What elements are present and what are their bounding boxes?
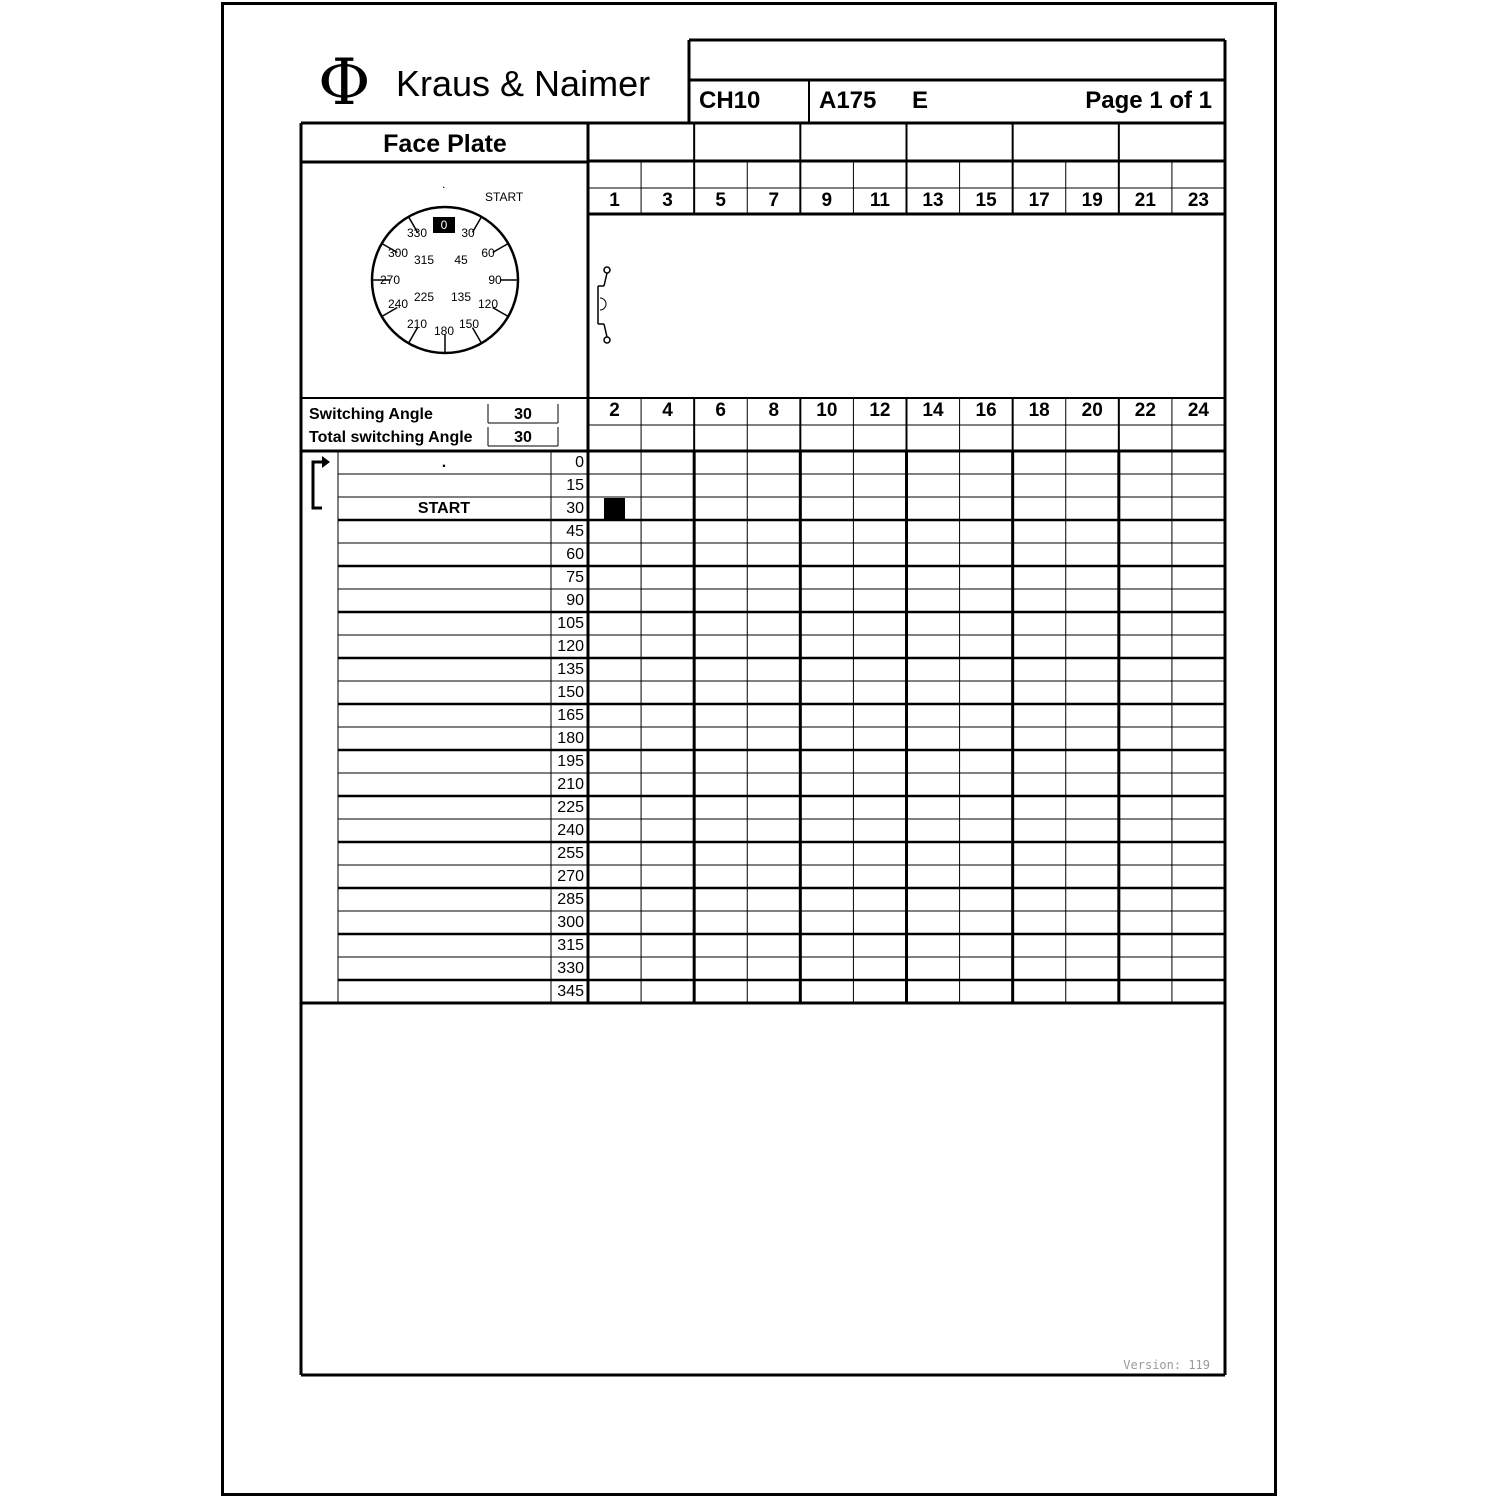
position-angle: 240 [557, 822, 584, 839]
logo-phi-icon: Φ [318, 46, 371, 120]
dial-angle-label: 330 [406, 226, 428, 240]
terminal-bottom-4: 4 [662, 400, 673, 421]
part-code: A175 [819, 87, 877, 114]
terminal-top-23: 23 [1187, 190, 1209, 211]
face-plate-title: Face Plate [383, 130, 507, 158]
position-angle: 210 [557, 776, 584, 793]
position-angle: 75 [566, 569, 584, 586]
position-angle: 30 [566, 500, 584, 517]
position-angle: 255 [557, 845, 584, 862]
position-angle: 60 [566, 546, 584, 563]
position-angle: 180 [557, 730, 584, 747]
dial-angle-label: 180 [433, 324, 455, 338]
dial-angle-label: 210 [406, 317, 428, 331]
dial-angle-label: 300 [387, 246, 409, 260]
position-label: START [417, 500, 471, 517]
terminal-bottom-14: 14 [922, 400, 944, 421]
position-angle: 285 [557, 891, 584, 908]
total-switching-angle-label: Total switching Angle [309, 429, 473, 446]
dial-angle-label: 120 [477, 297, 499, 311]
position-angle: 225 [557, 799, 584, 816]
closed-contact-mark [604, 498, 625, 520]
terminal-bottom-2: 2 [609, 400, 620, 421]
position-angle: 135 [557, 661, 584, 678]
position-angle: 15 [566, 477, 584, 494]
position-angle: 300 [557, 914, 584, 931]
terminal-top-17: 17 [1028, 190, 1050, 211]
terminal-bottom-6: 6 [715, 400, 726, 421]
terminal-bottom-16: 16 [975, 400, 997, 421]
terminal-top-9: 9 [821, 190, 833, 211]
dial-angle-label: 225 [413, 290, 435, 304]
company-logo-text: Kraus & Naimer [396, 63, 651, 104]
terminal-bottom-8: 8 [768, 400, 780, 421]
position-angle: 195 [557, 753, 584, 770]
position-angle: 105 [557, 615, 584, 632]
dial-dot-label: . [442, 177, 446, 191]
position-angle: 120 [557, 638, 584, 655]
dial-angle-label: 315 [413, 253, 435, 267]
terminal-bottom-20: 20 [1081, 400, 1103, 421]
terminal-top-15: 15 [975, 190, 997, 211]
dial-zero-marker: 0 [433, 217, 455, 233]
contact-symbol [598, 267, 610, 343]
position-angle: 45 [566, 523, 584, 540]
page-indicator: Page 1 of 1 [1085, 87, 1212, 114]
terminal-bottom-22: 22 [1134, 400, 1156, 421]
dial-angle-label: 90 [488, 273, 502, 287]
dial-angle-label: 30 [461, 226, 475, 240]
position-label: . [441, 454, 447, 471]
position-angle: 0 [575, 454, 584, 471]
terminal-top-11: 11 [869, 190, 890, 211]
version-label: Version: 119 [1123, 1358, 1210, 1372]
position-angle: 345 [557, 983, 584, 1000]
dial-angle-label: 270 [379, 273, 401, 287]
terminal-top-21: 21 [1134, 190, 1156, 211]
position-angle: 150 [557, 684, 584, 701]
terminal-top-7: 7 [768, 190, 780, 211]
terminal-top-3: 3 [662, 190, 673, 211]
switching-angle-value: 30 [514, 406, 532, 423]
terminal-bottom-12: 12 [869, 400, 891, 421]
start-bracket-icon [313, 456, 330, 508]
terminal-top-19: 19 [1081, 190, 1103, 211]
position-angle: 165 [557, 707, 584, 724]
total-switching-angle-value: 30 [514, 429, 532, 446]
dial-angle-label: 45 [454, 253, 468, 267]
terminal-top-1: 1 [609, 190, 620, 211]
part-suffix: E [912, 87, 929, 114]
terminal-bottom-10: 10 [816, 400, 838, 421]
switching-angle-label: Switching Angle [309, 406, 433, 423]
dial-angle-label: 240 [387, 297, 409, 311]
position-angle: 330 [557, 960, 584, 977]
terminal-bottom-18: 18 [1028, 400, 1050, 421]
position-angle: 270 [557, 868, 584, 885]
terminal-top-13: 13 [922, 190, 944, 211]
terminal-top-5: 5 [715, 190, 726, 211]
dial-angle-label: 150 [458, 317, 480, 331]
position-angle: 315 [557, 937, 584, 954]
terminal-bottom-24: 24 [1187, 400, 1209, 421]
position-angle: 90 [566, 592, 584, 609]
model-number: CH10 [699, 87, 761, 114]
dial-angle-label: 135 [450, 290, 472, 304]
dial-angle-label: 60 [481, 246, 495, 260]
dial-start-label: START [485, 190, 524, 204]
